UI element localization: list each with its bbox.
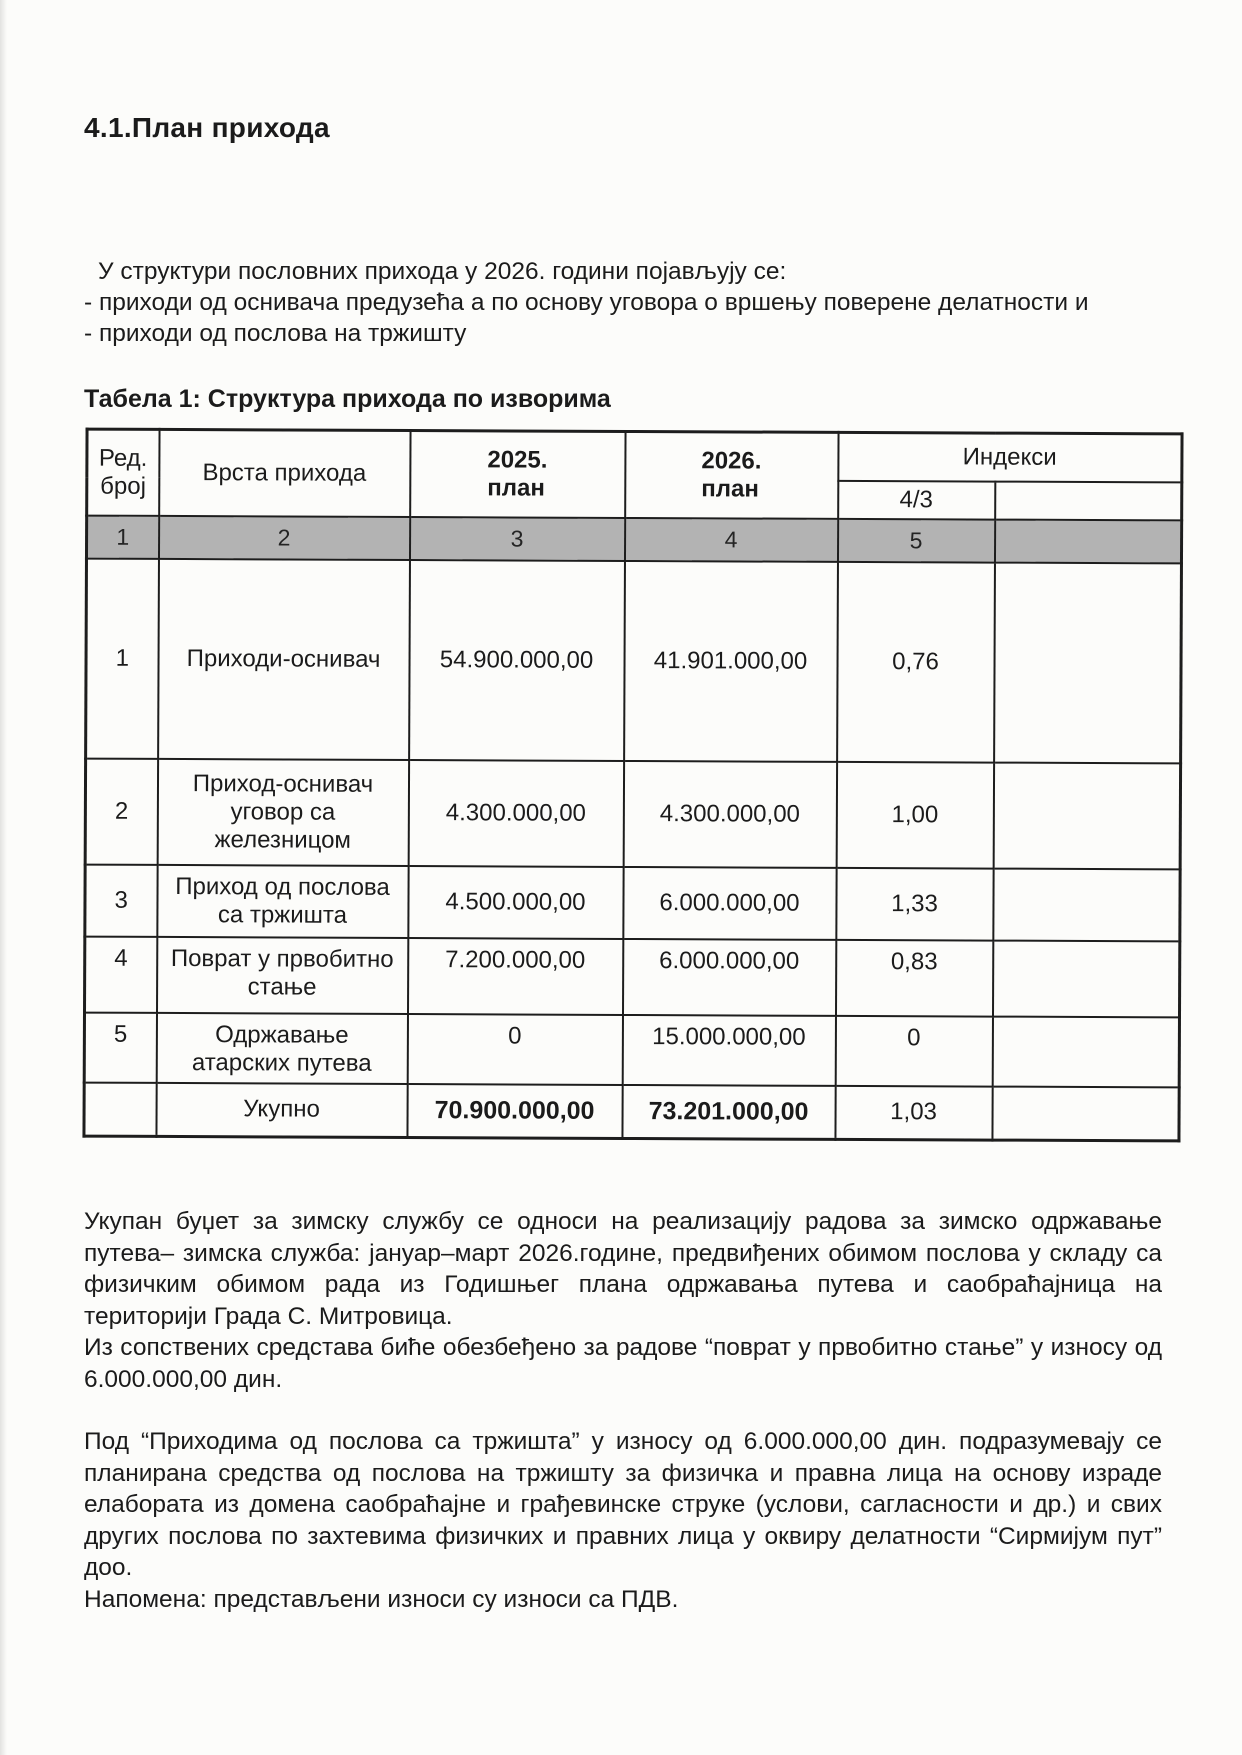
scan-edge-shading — [0, 0, 7, 1755]
total-row — [84, 1082, 1179, 1141]
cell-plan-2026: 6.000.000,00 — [622, 938, 835, 1015]
cell-index: 1,00 — [836, 761, 993, 868]
cell-plan-2025: 54.900.000,00 — [409, 560, 625, 761]
total-plan-2025: 70.900.000,00 — [407, 1084, 622, 1139]
cell-plan-2025: 4.500.000,00 — [408, 866, 623, 939]
header-plan-2025-label: 2025. план — [487, 446, 548, 502]
cell-empty — [993, 868, 1180, 941]
cell-plan-2025: 7.200.000,00 — [408, 938, 623, 1015]
cell-revenue-type: Приходи-оснивач — [158, 558, 410, 759]
cell-index: 0 — [835, 1015, 992, 1086]
paragraph-own-funds: Из сопствених средстава биће обезбеђено за радове “поврат у првобитно стање” у износу од 6.000.000,00 дин. — [84, 1334, 1162, 1393]
intro-line-3: - приходи од послова на тржишту — [84, 320, 467, 347]
table-row — [85, 936, 1180, 1017]
total-label: Укупно — [156, 1082, 407, 1137]
paragraph-market-revenue: Под “Приходима од послова са тржишта” у износу од 6.000.000,00 дин. подразумевају се планирана средства од послова на тржишту за физичка и правна лица на основу израде елабората из домена саобраћајне и грађевинске струке (услови, сагласности и др.) и свих других послова по захтевима физичких и правних лица у оквиру делатности “Сирмијум пут” доо. — [84, 1428, 1162, 1581]
column-number-6 — [994, 519, 1181, 563]
total-plan-2026: 73.201.000,00 — [622, 1084, 835, 1139]
table-row — [84, 1012, 1179, 1087]
cell-plan-2026: 41.901.000,00 — [624, 560, 838, 761]
cell-revenue-type: Одржавање атарских путева — [156, 1012, 407, 1083]
table-row — [85, 864, 1180, 941]
paragraph-vat-note: Напомена: представљени износи су износи са ПДВ. — [84, 1585, 679, 1613]
cell-revenue-type: Поврат у првобитно стање — [157, 936, 408, 1013]
header-cell-row-number: Ред. број — [87, 429, 159, 515]
cell-empty — [992, 940, 1179, 1017]
page-title: 4.1.План прихода — [84, 112, 330, 143]
cell-plan-2026: 4.300.000,00 — [623, 760, 836, 867]
column-number-2: 2 — [158, 515, 409, 559]
total-index: 1,03 — [835, 1085, 992, 1140]
header-cell-plan-2026 — [625, 431, 838, 518]
cell-plan-2026: 15.000.000,00 — [622, 1014, 835, 1085]
revenue-structure-table — [82, 428, 1183, 1143]
header-cell-ratio: 4/3 — [838, 480, 995, 519]
cell-revenue-type: Приход-оснивач уговор са железницом — [157, 758, 408, 865]
cell-row-num: 3 — [85, 864, 157, 936]
cell-index: 1,33 — [836, 867, 993, 940]
header-cell-plan-2025 — [410, 431, 625, 518]
paragraph-winter-budget: Укупан буџет за зимску службу се односи на реализацију радова за зимско одржавање путева– зимска служба: јануар–март 2026.године, предвиђених обимом послова у складу са физичким обимом рада из Годишњег плана одржавања путева и саобраћајница на територији Града С. Митровица. — [84, 1208, 1162, 1330]
column-number-row — [86, 515, 1181, 563]
column-number-1: 1 — [86, 515, 158, 558]
intro-line-1: У структури пословних прихода у 2026. години појављују се: — [98, 258, 787, 285]
cell-empty — [993, 762, 1180, 869]
cell-empty — [992, 1086, 1179, 1141]
table-row — [86, 558, 1182, 763]
cell-index: 0,83 — [835, 939, 992, 1016]
cell-plan-2025: 0 — [407, 1014, 622, 1085]
column-number-3: 3 — [409, 517, 624, 561]
column-number-5: 5 — [837, 518, 994, 562]
cell-revenue-type: Приход од послова са тржишта — [157, 864, 408, 937]
header-cell-indices: Индекси — [838, 432, 1182, 482]
cell-row-num: 4 — [85, 936, 157, 1012]
column-number-4: 4 — [624, 517, 837, 561]
cell-index: 0,76 — [837, 561, 995, 762]
intro-paragraph — [84, 256, 1162, 349]
cell-plan-2026: 6.000.000,00 — [623, 866, 836, 939]
cell-plan-2025: 4.300.000,00 — [408, 760, 623, 867]
header-cell-revenue-type: Врста прихода — [159, 429, 410, 516]
cell-row-num: 1 — [86, 558, 159, 758]
cell-empty — [84, 1082, 156, 1136]
header-plan-2026-label: 2026. план — [701, 447, 762, 503]
intro-line-2: - приходи од оснивача предузећа а по основу уговора о вршењу поверене делатности и — [84, 289, 1089, 316]
header-row — [87, 429, 1182, 482]
table-caption: Табела 1: Структура прихода по изворима — [84, 385, 611, 413]
table-row — [85, 758, 1180, 869]
cell-empty — [992, 1016, 1179, 1087]
cell-row-num: 5 — [84, 1012, 156, 1082]
header-cell-empty — [995, 481, 1182, 520]
cell-empty — [994, 562, 1182, 763]
cell-row-num: 2 — [85, 758, 157, 864]
